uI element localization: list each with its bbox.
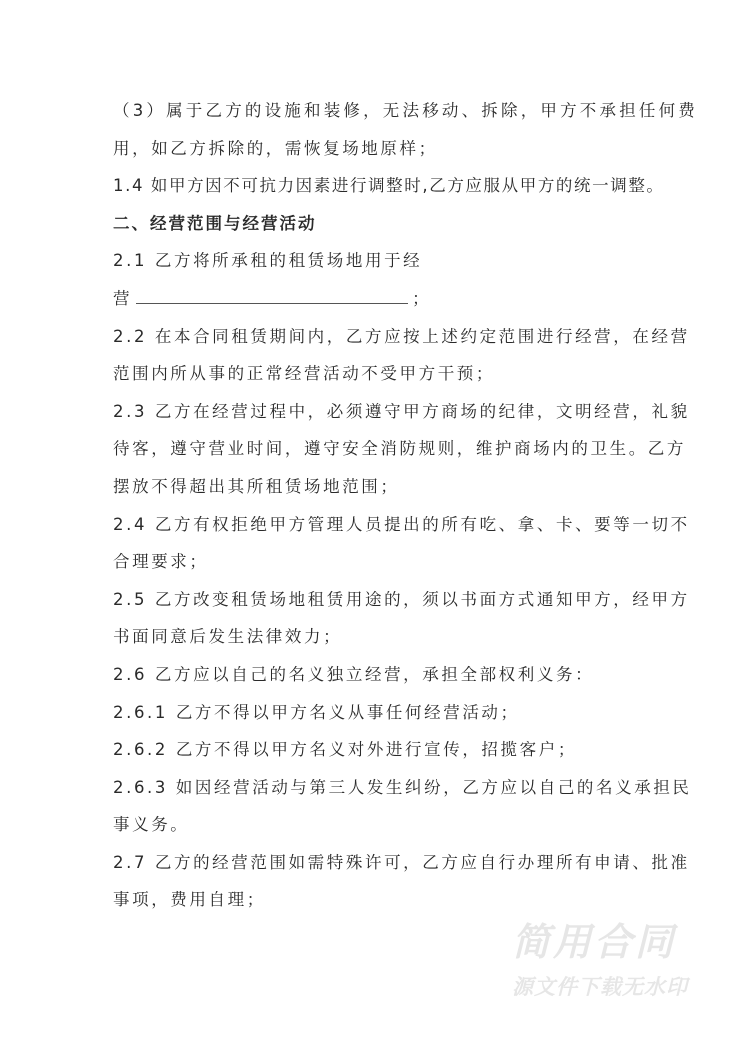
clause-2-6-3: 2.6.3 如因经营活动与第三人发生纠纷，乙方应以自己的名义承担民: [113, 777, 692, 797]
document-page: [113, 92, 698, 919]
clause-2-6: 2.6 乙方应以自己的名义独立经营，承担全部权利义务：: [113, 664, 595, 684]
clause-2-4: 2.4 乙方有权拒绝甲方管理人员提出的所有吃、拿、卡、要等一切不: [113, 514, 690, 534]
fill-in-blank[interactable]: [136, 289, 408, 304]
paragraph-line: 合理要求；: [113, 552, 209, 572]
paragraph-line: 事义务。: [113, 815, 190, 835]
paragraph-line: 待客，遵守营业时间，遵守安全消防规则，维护商场内的卫生。乙方: [113, 439, 686, 459]
paragraph-line: 事项，费用自理；: [113, 890, 266, 910]
clause-2-1-blank-line: [113, 280, 638, 318]
clause-2-2: 2.2 在本合同租赁期间内，乙方应按上述约定范围进行经营，在经营: [113, 326, 690, 346]
paragraph-line: 摆放不得超出其所租赁场地范围；: [113, 476, 400, 496]
clause-2-3: 2.3 乙方在经营过程中，必须遵守甲方商场的纪律，文明经营，礼貌: [113, 401, 690, 421]
blank-prefix: 营: [113, 288, 133, 308]
watermark-title: 简用合同: [512, 920, 677, 964]
clause-1-4: 1.4 如甲方因不可抗力因素进行调整时,乙方应服从甲方的统一调整。: [113, 176, 665, 196]
clause-2-7: 2.7 乙方的经营范围如需特殊许可，乙方应自行办理所有申请、批准: [113, 852, 690, 872]
paragraph-line: 用，如乙方拆除的，需恢复场地原样；: [113, 138, 438, 158]
clause-2-6-2: 2.6.2 乙方不得以甲方名义对外进行宣传，招揽客户；: [113, 740, 577, 760]
section-heading: 二、经营范围与经营活动: [113, 213, 317, 233]
paragraph-line: 范围内所从事的正常经营活动不受甲方干预；: [113, 364, 495, 384]
clause-2-1: 2.1 乙方将所承租的租赁场地用于经: [113, 251, 423, 271]
watermark: [512, 920, 688, 1000]
blank-suffix: ；: [412, 288, 432, 308]
clause-2-6-1: 2.6.1 乙方不得以甲方名义从事任何经营活动；: [113, 702, 520, 722]
paragraph-line: （3）属于乙方的设施和装修，无法移动、拆除，甲方不承担任何费: [113, 101, 698, 120]
watermark-subtitle: 源文件下载无水印: [512, 975, 688, 999]
clause-2-5: 2.5 乙方改变租赁场地租赁用途的，须以书面方式通知甲方，经甲方: [113, 589, 690, 609]
paragraph-line: 书面同意后发生法律效力；: [113, 627, 343, 647]
